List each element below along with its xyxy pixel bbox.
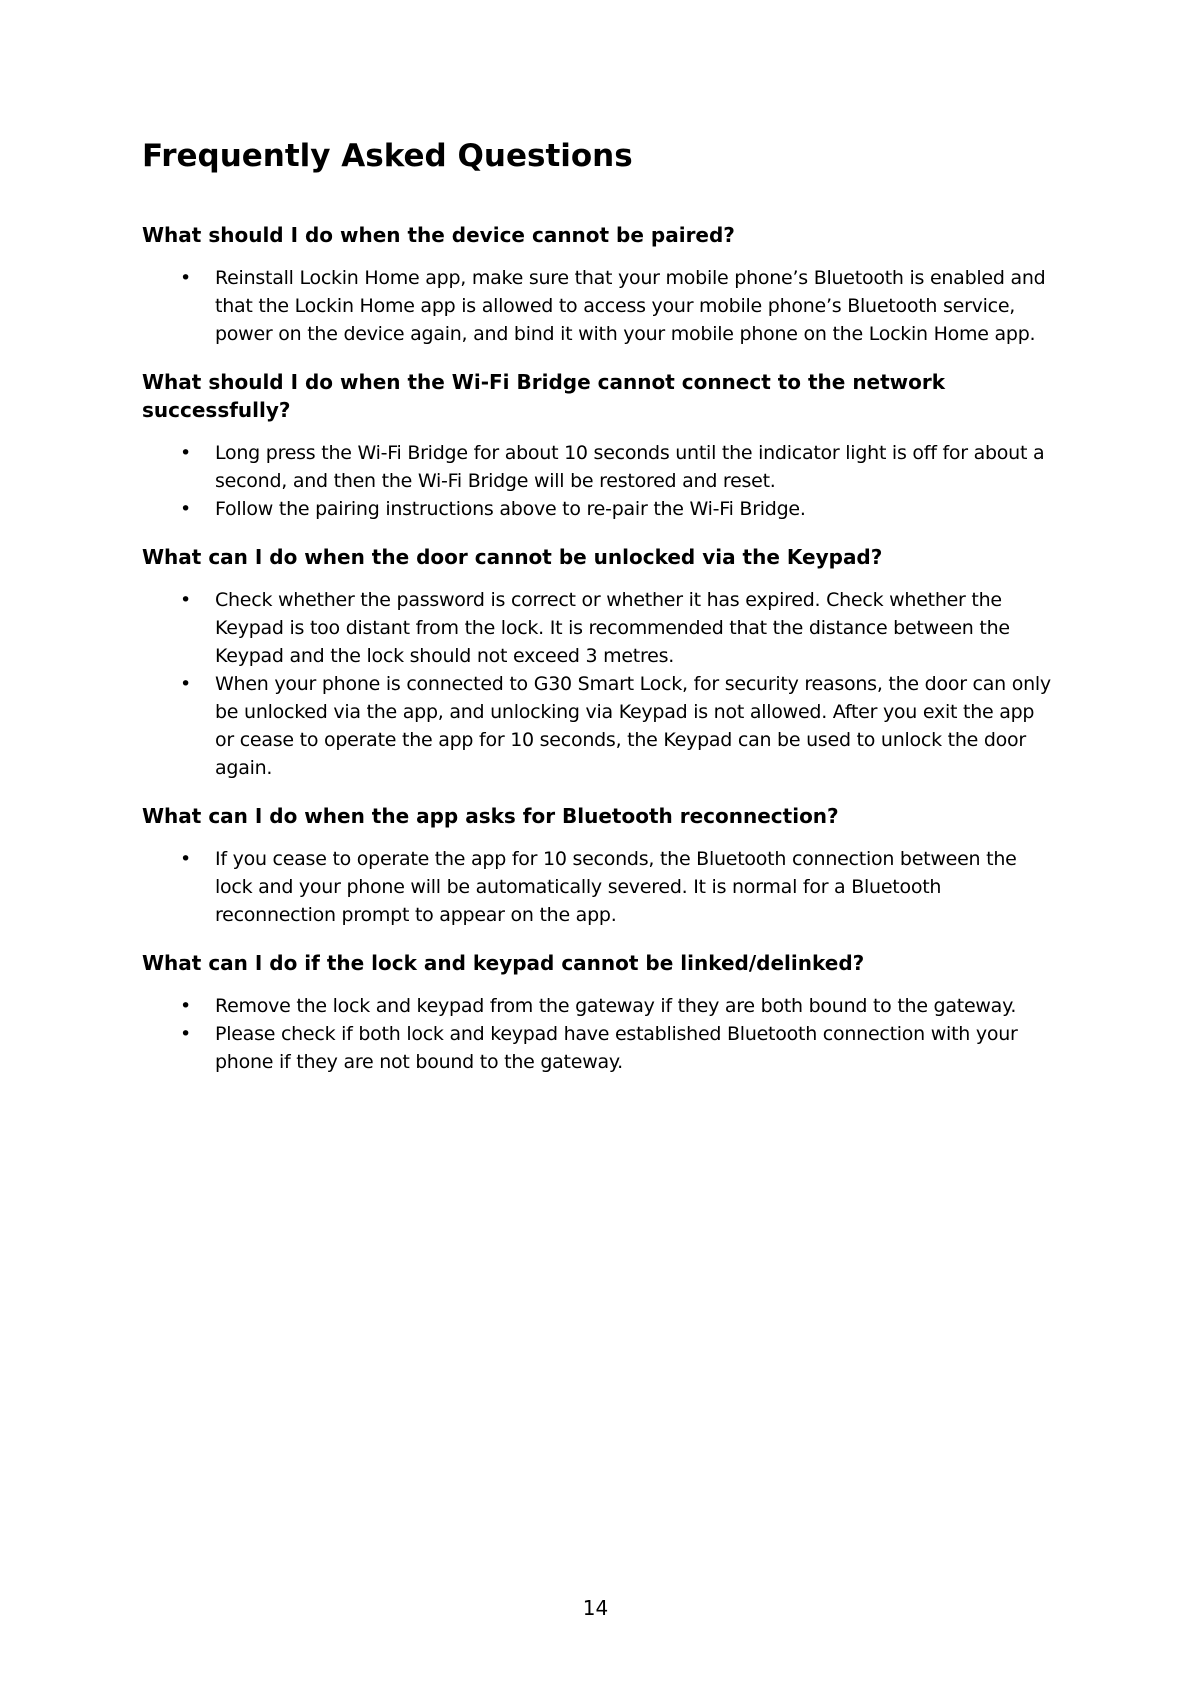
faq-answer <box>142 670 1052 782</box>
faq-question: What should I do when the device cannot be paired? <box>142 223 735 248</box>
faq-question: What should I do when the Wi-Fi Bridge cannot connect to the network successfully? <box>142 370 946 423</box>
bullet-icon: • <box>180 267 191 290</box>
faq-question: What can I do if the lock and keypad cannot be linked/delinked? <box>142 951 865 976</box>
bullet-icon: • <box>180 673 191 696</box>
faq-answer-text: Check whether the password is correct or whether it has expired. Check whether the Keypad is too distant from the lock. It is recommended that the distance between the Keypad and the lock should not exceed 3 metres. <box>215 589 1010 668</box>
faq-answer-text: When your phone is connected to G30 Smart Lock, for security reasons, the door can only be unlocked via the app, and unlocking via Keypad is not allowed. After you exit the app or cease to operate the app for 10 seconds, the Keypad can be used to unlock the door again. <box>215 673 1051 780</box>
faq-item <box>142 949 1052 1076</box>
page-title: Frequently Asked Questions <box>142 138 633 174</box>
document-page <box>142 138 1052 1096</box>
faq-item <box>142 802 1052 929</box>
faq-item <box>142 543 1052 782</box>
faq-answer-list <box>142 586 1052 782</box>
faq-answer <box>142 264 1052 348</box>
faq-question: What can I do when the app asks for Bluetooth reconnection? <box>142 804 839 829</box>
faq-answer <box>142 845 1052 929</box>
faq-answer-text: If you cease to operate the app for 10 seconds, the Bluetooth connection between the lock and your phone will be automatically severed. It is normal for a Bluetooth reconnection prompt to appear on the app. <box>215 848 1017 927</box>
page-number: 14 <box>582 1596 609 1620</box>
faq-answer-text: Please check if both lock and keypad have established Bluetooth connection with your phone if they are not bound to the gateway. <box>215 1023 1018 1074</box>
faq-answer-text: Reinstall Lockin Home app, make sure that your mobile phone’s Bluetooth is enabled and that the Lockin Home app is allowed to access your mobile phone’s Bluetooth service, power on the device again, and bind it with your mobile phone on the Lockin Home app. <box>215 267 1046 346</box>
faq-answer <box>142 992 1052 1020</box>
faq-answer <box>142 439 1052 495</box>
faq-answer-text: Follow the pairing instructions above to re-pair the Wi-Fi Bridge. <box>215 498 806 521</box>
faq-item <box>142 221 1052 348</box>
faq-question: What can I do when the door cannot be unlocked via the Keypad? <box>142 545 883 570</box>
bullet-icon: • <box>180 995 191 1018</box>
bullet-icon: • <box>180 848 191 871</box>
faq-answer-text: Remove the lock and keypad from the gateway if they are both bound to the gateway. <box>215 995 1017 1018</box>
faq-answer-list <box>142 992 1052 1076</box>
faq-answer-list <box>142 439 1052 523</box>
faq-answer <box>142 586 1052 670</box>
bullet-icon: • <box>180 1023 191 1046</box>
faq-item <box>142 368 1052 523</box>
faq-answer-list <box>142 264 1052 348</box>
faq-answer-text: Long press the Wi-Fi Bridge for about 10 seconds until the indicator light is off for about a second, and then the Wi-Fi Bridge will be restored and reset. <box>215 442 1045 493</box>
faq-answer-list <box>142 845 1052 929</box>
faq-answer <box>142 495 1052 523</box>
bullet-icon: • <box>180 498 191 521</box>
faq-answer <box>142 1020 1052 1076</box>
bullet-icon: • <box>180 442 191 465</box>
bullet-icon: • <box>180 589 191 612</box>
